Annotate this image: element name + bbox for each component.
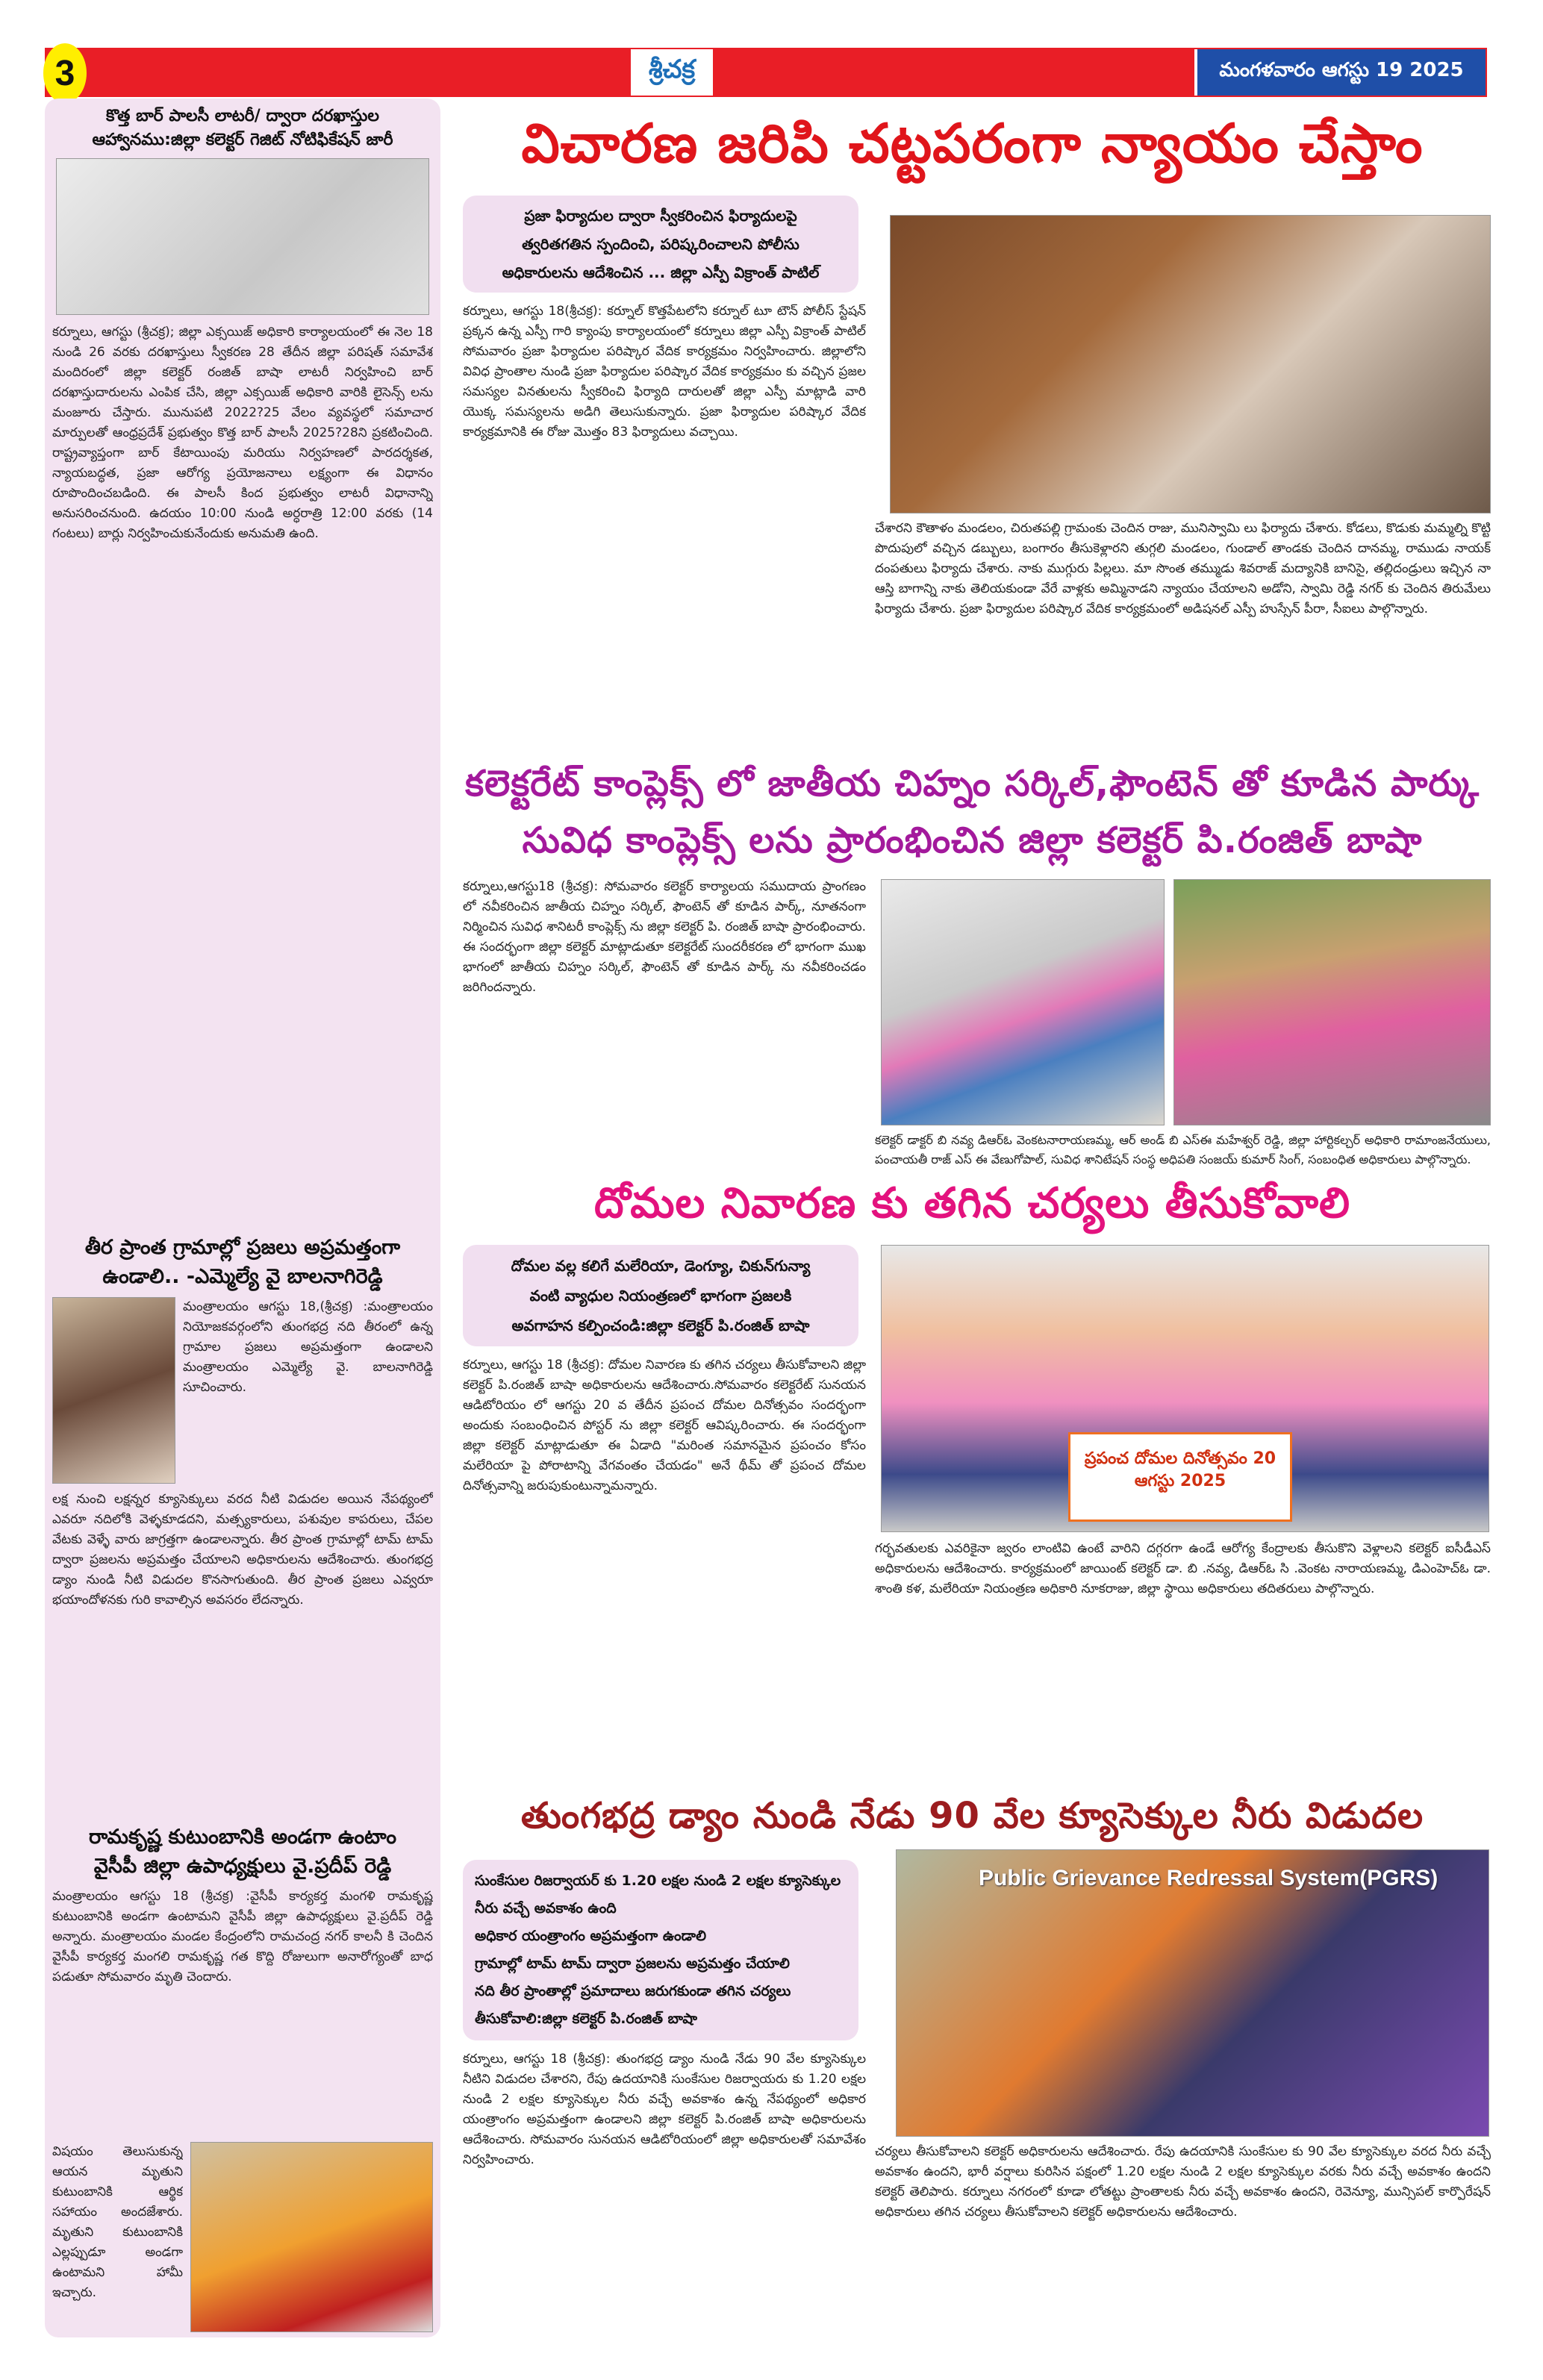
- photo-collector-pgrs: [896, 1849, 1489, 2137]
- story-mosquito-left: [463, 1245, 866, 1785]
- story-collectorate-body: కర్నూలు,ఆగస్టు18 (శ్రీచక్ర): సోమవారం కలెక్టర్ కార్యాలయ సముదాయ ప్రాంగణం లో నవీకరించిన జాతీయ చిహ్నం సర్కిల్, ఫౌంటెన్ తో కూడిన పార్క్, నూతనంగా నిర్మించిన సువిధ శానిటరీ కాంప్లెక్స్ ను జిల్లా కలెక్టర్ పి. రంజిత్ బాషా ప్రారంభించారు. ఈ సందర్భంగా జిల్లా కలెక్టర్ మాట్లాడుతూ కలెక్టరేట్ సుందరీకరణ లో భాగంగా ముఖ భాగంలో జాతీయ చిహ్నం సర్కిల్, ఫౌంటెన్ తో కూడిన పార్క్ ను నవీకరించడం జరిగిందన్నారు.: [463, 879, 866, 995]
- poster-banner: ప్రపంచ దోమల దినోత్సవం 20 ఆగస్టు 2025: [1068, 1432, 1292, 1522]
- story-coastal-photo-row: [52, 1297, 433, 1484]
- story-mosquito-subhead: [463, 1245, 858, 1346]
- story-dam-left: [463, 1860, 866, 2336]
- story-ramakrishna: [52, 1823, 433, 2336]
- photo-mla-balanagireddy: [52, 1297, 175, 1484]
- story-coastal-body-wrap: మంత్రాలయం ఆగస్టు 18,(శ్రీచక్ర) :మంత్రాలయం నియోజకవర్గంలోని తుంగభద్ర నది తీరంలో ఉన్న గ్రామాల ప్రజలు అప్రమత్తంగా ఉండాలని మంత్రాలయం ఎమ్మెల్యే వై. బాలనాగిరెడ్డి సూచించారు.: [183, 1299, 433, 1396]
- subhead-line: గ్రామాల్లో టామ్ టామ్ ద్వారా ప్రజలను అప్రమత్తం చేయాలి: [475, 1955, 790, 1972]
- story-coastal: [52, 1233, 433, 1814]
- newspaper-logo: శ్రీచక్ర: [631, 49, 713, 96]
- story-dam-body-right: చర్యలు తీసుకోవాలని కలెక్టర్ అధికారులను ఆదేశించారు. రేపు ఉదయానికి సుంకేసుల కు 90 వేల క్యూసెక్కుల వరద నీరు వచ్చే అవకాశం ఉందని, భారీ వర్షాలు కురిసిన పక్షంలో 1.20 లక్షల నుండి 2 లక్షల క్యూసెక్కుల వరకు నీరు వచ్చే అవకాశం ఉందని కలెక్టర్ తెలిపారు. కర్నూలు నగరంలో కూడా లోతట్టు ప్రాంతాలకు నీరు వచ్చే అవకాశం ఉందని, రెవెన్యూ, మున్సిపల్ కార్పొరేషన్ అధికారులు తగిన చర్యలు తీసుకోవాలని కలెక్టర్ అధికారులను ఆదేశించారు.: [875, 2144, 1491, 2220]
- headline-line: వైసీపీ జిల్లా ఉపాధ్యక్షులు వై.ప్రదీప్ రెడ్డి: [93, 1855, 392, 1878]
- story-ramakrishna-body: మంత్రాలయం ఆగస్టు 18 (శ్రీచక్ర) :వైసీపీ కార్యకర్త మంగళి రామకృష్ణ కుటుంబానికి అండగా ఉంటామని వైసీపీ జిల్లా ఉపాధ్యక్షులు వై.ప్రదీప్ రెడ్డి అన్నారు. మంత్రాలయం మండల కేంద్రంలోని రామచంద్ర నగర్ కాలనీ కి చెందిన వైసీపీ కార్యకర్త మంగలి రామకృష్ణ గత కొద్ది రోజులుగా అనారోగ్యంతో బాధ పడుతూ సోమవారం మృతి చెందారు.: [52, 1889, 433, 1985]
- story-mosquito-body-right: గర్భవతులకు ఎవరికైనా జ్వరం లాంటివి ఉంటే వారిని దగ్గరగా ఉండే ఆరోగ్య కేంద్రాలకు తీసుకొని వెళ్లాలని కలెక్టర్ ఐసీడీఎస్ అధికారులను ఆదేశించారు. కార్యక్రమంలో జాయింట్ కలెక్టర్ డా. బి .నవ్య, డిఆర్ఓ సి .వెంకట నారాయణమ్మ, డిఎంహెచ్ఓ డా. శాంతి కళ, మలేరియా నియంత్రణ అధికారి నూకరాజు, జిల్లా స్థాయి అధికారులు తదితరులు పాల్గొన్నారు.: [875, 1541, 1491, 1596]
- issue-date: మంగళవారం ఆగస్టు 19 2025: [1194, 49, 1486, 96]
- subhead-line: అధికారులను ఆదేశించిన ... జిల్లా ఎస్పీ విక్రాంత్ పాటిల్: [502, 263, 820, 281]
- subhead-line: వంటి వ్యాధుల నియంత్రణలో భాగంగా ప్రజలకి: [529, 1287, 792, 1305]
- subhead-line: నది తీర ప్రాంతాల్లో ప్రమాదాలు జరుగకుండా తగిన చర్యలు తీసుకోవాలి:జిల్లా కలెక్టర్ పి.రంజిత్ బాషా: [475, 1983, 791, 2027]
- story-ramakrishna-body-wrap: విషయం తెలుసుకున్న ఆయన మృతుని కుటుంబానికి ఆర్థిక సహాయం అందజేశారు. మృతుని కుటుంబానికి ఎల్లప్పుడూ అండగా ఉంటామని హామీ ఇచ్చారు.: [52, 2144, 183, 2300]
- subhead-line: సుంకేసుల రిజర్వాయర్ కు 1.20 లక్షల నుండి 2 లక్షల క్యూసెక్కుల నీరు వచ్చే అవకాశం ఉంది: [475, 1873, 841, 1917]
- story-collectorate-headline: [455, 755, 1489, 872]
- story-mosquito-headline: దోమల నివారణ కు తగిన చర్యలు తీసుకోవాలి: [593, 1179, 1351, 1228]
- photo-condolence-visit: [190, 2142, 433, 2332]
- story-dam-body: కర్నూలు, ఆగస్టు 18 (శ్రీచక్ర): తుంగభద్ర డ్యాం నుండి నేడు 90 వేల క్యూసెక్కుల నీటిని విడుదల చేశారని, రేపు ఉదయానికి సుంకేసుల రిజర్వాయరు కు 1.20 లక్షల నుండి 2 లక్షల క్యూసెక్కుల నీరు వచ్చే అవకాశం ఉన్న నేపథ్యంలో అధికార యంత్రాంగం అప్రమత్తంగా ఉండాలని జిల్లా కలెక్టర్ పి.రంజిత్ బాషా అధికారులను ఆదేశించారు. సోమవారం సునయన ఆడిటోరియంలో జిల్లా అధికారులతో సమావేశం నిర్వహించారు.: [463, 2052, 866, 2167]
- story-coastal-headline: [52, 1233, 433, 1291]
- story-police-body-right: చేశారని కౌతాళం మండలం, చిరుతపల్లి గ్రామంకు చెందిన రాజు, మునిస్వామి లు ఫిర్యాదు చేశారు. కోడలు, కొడుకు మమ్మల్ని కొట్టి పొదుపులో వచ్చిన డబ్బులు, బంగారం తీసుకెళ్లారని తుగ్గలి మండలం, గుండాల్ తాండకు చెందిన దానమ్మ, రాముడు నాయక్ దంపతులు ఫిర్యాదు చేశారు. నాకు ముగ్గురు పిల్లలు. మా సొంత తమ్ముడు శివరాజ్ మద్యానికి బానిసై, తల్లిదండ్రులు ఇచ్చిన నా ఆస్తి బాగాన్ని నాకు తెలియకుండా వేరే వాళ్లకు అమ్మినాడని న్యాయం చేయాలని అడోని, స్వామి రెడ్డి నగర్ కు చెందిన తిరుమేలు ఫిర్యాదు చేశారు. ప్రజా ఫిర్యాదుల పరిష్కార వేదిక కార్యక్రమంలో అడిషనల్ ఎస్పీ హుస్సేన్ పీరా, సీఐలు పాల్గొన్నారు.: [875, 521, 1491, 616]
- headline-line: కలెక్టరేట్ కాంప్లెక్స్ లో జాతీయ చిహ్నం సర్కిల్,ఫౌంటెన్ తో కూడిన పార్కు: [465, 763, 1480, 805]
- story-bar-policy-body: కర్నూలు, ఆగస్టు (శ్రీచక్ర); జిల్లా ఎక్సయిజ్ అధికారి కార్యాలయంలో ఈ నెల 18 నుండి 26 వరకు దరఖాస్తులు స్వీకరణ 28 తేదీన జిల్లా పరిషత్ సమావేశ మందిరంలో జిల్లా కలెక్టర్ రంజిత్ బాషా లాటరీ నిర్వహించి బార్ దరఖాస్తుదారులను ఎంపిక చేసి, జిల్లా ఎక్సయిజ్ అధికారి వారికి లైసెన్స్ లను మంజూరు చేస్తారు. మునుపటి 2022?25 వేలం వ్యవస్థలో సమాచార మార్పులతో ఆంధ్రప్రదేశ్ ప్రభుత్వం కొత్త బార్ పాలసీ 2025?28ని ప్రకటించింది. రాష్ట్రవ్యాప్తంగా బార్ కేటాయింపు మరియు నిర్వహణలో పారదర్శకత, న్యాయబద్ధత, ప్రజా ఆరోగ్య ప్రయోజనాలు లక్ష్యంగా ఈ విధానం రూపొందించబడింది. ఈ పాలసీ కింద ప్రభుత్వం లాటరీ విధానాన్ని అనుసరించనుంది. ఉదయం 10:00 నుండి అర్ధరాత్రి 12:00 వరకు (14 గంటలు) బార్లు నిర్వహించుకునేందుకు అనుమతి ఉంది.: [52, 324, 433, 541]
- pgrs-banner: Public Grievance Redressal System(PGRS): [979, 1866, 1438, 1890]
- story-collectorate-caption: కలెక్టర్ డాక్టర్ బి నవ్య డిఆర్ఓ వెంకటనారాయణమ్మ, ఆర్ అండ్ బి ఎస్ఈ మహేశ్వర్ రెడ్డి, జిల్లా హార్టికల్చర్ అధికారి రామాంజనేయులు, పంచాయతీ రాజ్ ఎస్ ఈ వేణుగోపాల్, సువిధ శానిటేషన్ సంస్థ అధిపతి సంజయ్ కుమార్ సింగ్, సంబంధిత అధికారులు పాల్గొన్నారు.: [875, 1133, 1491, 1166]
- story-bar-policy: [52, 104, 433, 1224]
- story-ramakrishna-photo-row: [52, 2142, 433, 2336]
- subhead-line: ప్రజా ఫిర్యాదుల ద్వారా స్వీకరించిన ఫిర్యాదులపై: [524, 207, 797, 225]
- story-police-headline: విచారణ జరిపి చట్టపరంగా న్యాయం చేస్తాం: [521, 112, 1424, 175]
- story-police-body: కర్నూలు, ఆగస్టు 18(శ్రీచక్ర): కర్నూల్ కొత్తపేటలోని కర్నూల్ టూ టౌన్ పోలీస్ స్టేషన్ ప్రక్కన ఉన్న ఎస్పీ గారి క్యాంపు కార్యాలయంలో కర్నూలు జిల్లా ఎస్పీ విక్రాంత్ పాటిల్ సోమవారం ప్రజా ఫిర్యాదుల పరిష్కార వేదిక కార్యక్రమం నిర్వహించారు. జిల్లాలోని వివిధ ప్రాంతాల నుండి ప్రజా ఫిర్యాదుల పరిష్కార వేదిక కార్యక్రమం కు వచ్చిన ప్రజల సమస్యల వినతులను స్వీకరించి ఫిర్యాది దారులతో జిల్లా ఎస్పీ మాట్లాడి వారి యొక్క సమస్యలను అడిగి తెలుసుకున్నారు. ప్రజా ఫిర్యాదుల పరిష్కార వేదిక కార్యక్రమానికి ఈ రోజు మొత్తం 83 ఫిర్యాదులు వచ్చాయి.: [463, 304, 866, 440]
- story-dam-subhead: [463, 1860, 858, 2040]
- headline-line: రామకృష్ణ కుటుంబానికి అండగా ఉంటాం: [88, 1825, 397, 1849]
- story-police-left: [463, 196, 866, 740]
- photo-excise-meeting: [56, 158, 429, 315]
- photo-sp-grievance: [890, 215, 1491, 513]
- headline-line: ఉండాలి.. -ఎమ్మెల్యే వై బాలనాగిరెడ్డి: [102, 1265, 383, 1289]
- photo-mosquito-day-poster: [881, 1245, 1489, 1532]
- subhead-line: త్వరితగతిన స్పందించి, పరిష్కరించాలని పోలీసు: [522, 235, 799, 253]
- headline-line: సువిధ కాంప్లెక్స్ లను ప్రారంభించిన జిల్లా కలెక్టర్ పి.రంజిత్ బాషా: [522, 819, 1423, 861]
- story-mosquito-body: కర్నూలు, ఆగస్టు 18 (శ్రీచక్ర): దోమల నివారణ కు తగిన చర్యలు తీసుకోవాలని జిల్లా కలెక్టర్ పి.రంజిత్ బాషా అధికారులను ఆదేశించారు.సోమవారం కలెక్టరేట్ సునయన ఆడిటోరియం లో ఆగస్టు 20 వ తేదీన ప్రపంచ దోమల దినోత్సవం సందర్భంగా అందుకు సంబంధించిన పోస్టర్ ను జిల్లా కలెక్టర్ ఆవిష్కరించారు. ఈ సందర్భంగా జిల్లా కలెక్టర్ మాట్లాడుతూ ఈ ఏడాది "మరింత సమానమైన ప్రపంచం కోసం మలేరియా పై పోరాటాన్ని వేగవంతం చేయడం" అనే థీమ్ తో ప్రపంచ దోమల దినోత్సవాన్ని జరుపుకుంటున్నామన్నారు.: [463, 1358, 866, 1493]
- subhead-line: దోమల వల్ల కలిగే మలేరియా, డెంగ్యూ, చికున్‌గున్యా: [511, 1257, 811, 1275]
- page-number-badge: 3: [43, 43, 87, 103]
- story-dam-headline: తుంగభద్ర డ్యాం నుండి నేడు 90 వేల క్యూసెక్కుల నీరు విడుదల: [520, 1795, 1424, 1837]
- photo-ribbon-cutting: [1173, 879, 1491, 1125]
- subhead-line: అవగాహన కల్పించండి:జిల్లా కలెక్టర్ పి.రంజిత్ బాషా: [511, 1317, 810, 1334]
- headline-line: కొత్త బార్ పాలసీ లాటరీ/ ద్వారా దరఖాస్తుల: [106, 107, 379, 125]
- headline-line: తీర ప్రాంత గ్రామాల్లో ప్రజలు అప్రమత్తంగా: [84, 1236, 401, 1259]
- story-coastal-body: లక్ష నుంచి లక్షన్నర క్యూసెక్కులు వరద నీటి విడుదల అయిన నేపథ్యంలో ఎవరూ నదిలోకి వెళ్ళకూడదని, మత్స్యకారులు, పశువుల కాపరులు, చేపల వేటకు వెళ్ళే వారు జాగ్రత్తగా ఉండాలన్నారు. తీర ప్రాంత గ్రామాల్లో టామ్ టామ్ ద్వారా ప్రజలను అప్రమత్తం చేయాలని అధికారులను ఆదేశించారు. తుంగభద్ర డ్యాం నుండి నీటి విడుదల కొనసాగుతుంది. తీర ప్రాంత ప్రజలు ఎవ్వరూ భయాందోళనకు గురి కావాల్సిన అవసరం లేదన్నారు.: [52, 1492, 433, 1608]
- story-bar-policy-headline: [52, 104, 433, 152]
- story-ramakrishna-headline: [52, 1823, 433, 1881]
- headline-line: ఆహ్వానము:జిల్లా కలెక్టర్ గెజిట్ నోటిఫికేషన్ జారీ: [92, 130, 393, 149]
- subhead-line: అధికార యంత్రాంగం అప్రమత్తంగా ఉండాలి: [475, 1928, 706, 1944]
- photo-inauguration-plaque: [881, 879, 1165, 1125]
- story-police-subhead: [463, 196, 858, 293]
